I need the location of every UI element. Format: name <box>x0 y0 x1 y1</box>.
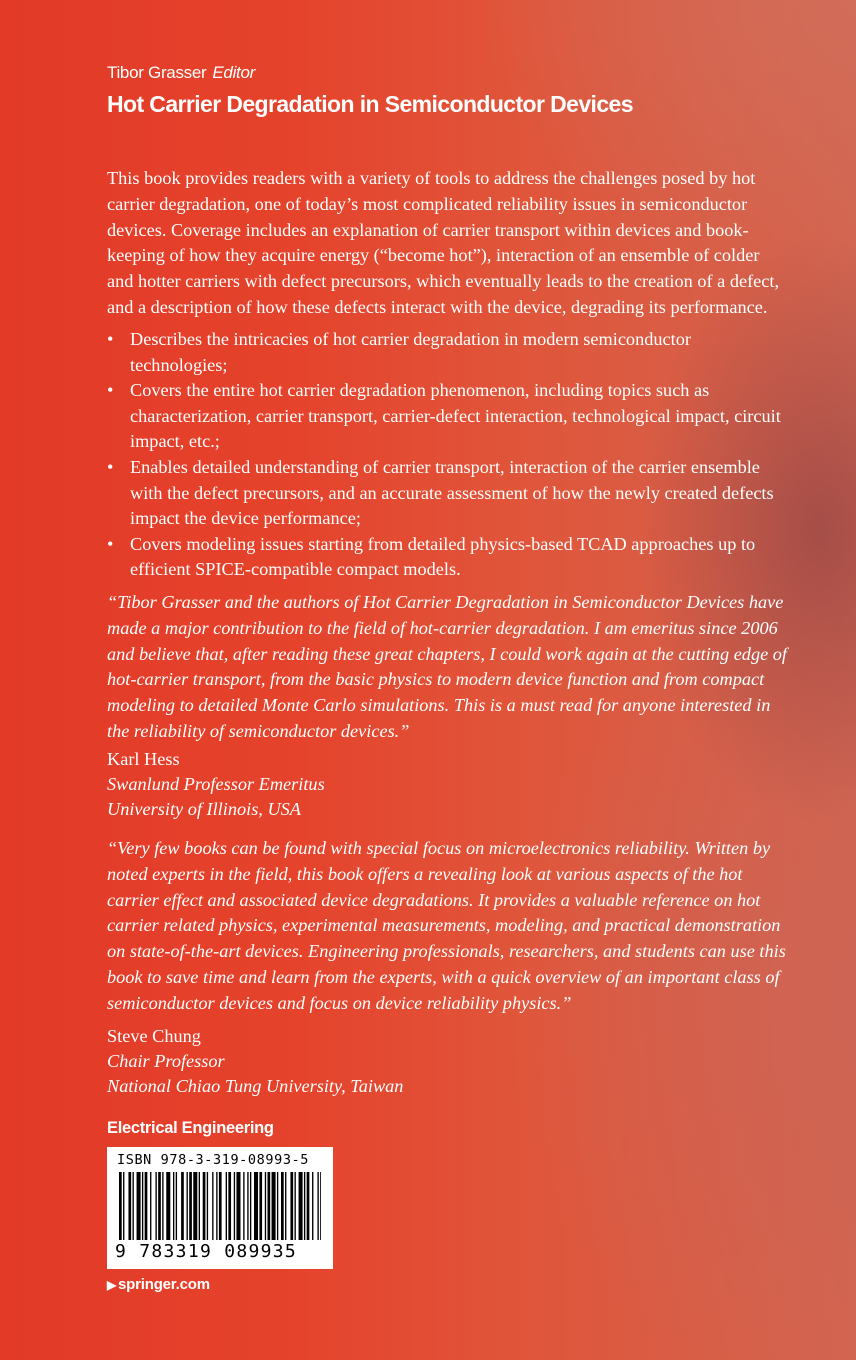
feature-item: • Enables detailed understanding of carrier transport, interaction of the carrier ensemble with the defect precursors, and an accurate assessment of how the newly created defects impact the device performance; <box>107 456 774 529</box>
barcode-bar <box>216 1172 217 1240</box>
barcode-bar <box>285 1172 286 1240</box>
feature-item: • Covers modeling issues starting from detailed physics-based TCAD approaches up to efficient SPICE-compatible compact models. <box>107 533 756 580</box>
barcode-bar <box>226 1172 227 1240</box>
barcode-bar <box>317 1172 318 1240</box>
feature-item: • Covers the entire hot carrier degradation phenomenon, including topics such as characterization, carrier transport, carrier-defect interaction, technological impact, circuit impact, etc.; <box>107 380 781 452</box>
testimonial-attribution <box>107 747 325 823</box>
reviewer-role: Swanlund Professor Emeritus <box>107 774 325 795</box>
barcode-bar <box>155 1172 156 1240</box>
subject-category: Electrical Engineering <box>107 1119 274 1137</box>
barcode-bar <box>234 1172 235 1240</box>
reviewer-role: Chair Professor <box>107 1051 225 1072</box>
barcode-bar <box>312 1172 313 1240</box>
publisher-website[interactable] <box>107 1276 210 1293</box>
website-label: springer.com <box>118 1276 210 1293</box>
book-title: Hot Carrier Degradation in Semiconductor Devices <box>107 91 633 117</box>
barcode-bar <box>158 1172 161 1240</box>
barcode-bar <box>320 1172 321 1240</box>
barcode-bar <box>166 1172 170 1240</box>
bullet-icon: • <box>107 456 114 477</box>
testimonial-quote: “Tibor Grasser and the authors of Hot Carrier Degradation in Semiconductor Devices have made a major contribution to the field of hot-carrier degradation. I am emeritus since 2006 and believe that, after reading these great chapters, I could work again at the cutting edge of hot-carrier transport, from the basic physics to modern device function and from compact modeling to detailed Monte Carlo simulations. This is a must read for anyone interested in the reliability of semiconductor devices.” <box>107 592 787 741</box>
barcode-bar <box>212 1172 213 1240</box>
editor-line <box>107 63 255 83</box>
editor-role: Editor <box>212 63 255 82</box>
barcode-bar <box>142 1172 143 1240</box>
barcode-bar <box>290 1172 293 1240</box>
barcode-digits: 9 783319 089935 <box>115 1241 298 1262</box>
barcode-bar <box>307 1172 310 1240</box>
bullet-icon: • <box>107 533 114 554</box>
barcode-bar <box>265 1172 266 1240</box>
editor-name: Tibor Grasser <box>107 63 207 82</box>
barcode-bar <box>228 1172 231 1240</box>
barcode-bar <box>250 1172 251 1240</box>
barcode-bar <box>176 1172 177 1240</box>
barcode-bar <box>281 1172 284 1240</box>
barcode-bar <box>236 1172 240 1240</box>
barcode-bar <box>247 1172 248 1240</box>
feature-item: • Describes the intricacies of hot carrier degradation in modern semiconductor technologies; <box>107 329 691 375</box>
barcode-bar <box>181 1172 184 1240</box>
testimonial-quote: “Very few books can be found with special focus on microelectronics reliability. Written by noted experts in the field, this book offers a revealing look at various aspects of the hot carrier effect and associated device degradations. It provides a valuable reference on hot carrier related physics, experimental measurements, modeling, and practical demonstration on state-of-the-art devices. Engineering professionals, researchers, and students can use this book to save time and learn from the experts, with a quick overview of an important class of semiconductor devices and focus on device reliability physics.” <box>107 838 786 1013</box>
barcode-bar <box>243 1172 244 1240</box>
reviewer-name: Karl Hess <box>107 749 180 769</box>
reviewer-institution: National Chiao Tung University, Taiwan <box>107 1076 404 1097</box>
reviewer-name: Steve Chung <box>107 1026 201 1046</box>
barcode-bar <box>193 1172 197 1240</box>
bullet-icon: • <box>107 329 114 349</box>
barcode-bar <box>162 1172 163 1240</box>
barcode-bar <box>150 1172 151 1240</box>
isbn-barcode <box>107 1147 333 1269</box>
isbn-label: ISBN 978-3-319-08993-5 <box>117 1152 310 1168</box>
barcode-bar <box>219 1172 222 1240</box>
barcode-bar <box>145 1172 148 1240</box>
barcode-bar <box>128 1172 131 1240</box>
barcode-bar <box>254 1172 258 1240</box>
barcode-bar <box>207 1172 208 1240</box>
barcode-bar <box>199 1172 200 1240</box>
barcode-bar <box>173 1172 174 1240</box>
barcode-bar <box>187 1172 188 1240</box>
arrow-right-icon: ▶ <box>107 1278 117 1292</box>
barcode-bar <box>123 1172 124 1240</box>
testimonial-attribution <box>107 1024 403 1100</box>
barcode-bar <box>295 1172 296 1240</box>
barcode-bar <box>119 1172 122 1240</box>
bullet-icon: • <box>107 380 114 401</box>
barcode-bar <box>299 1172 303 1240</box>
reviewer-institution: University of Illinois, USA <box>107 799 301 820</box>
barcode-bar <box>259 1172 262 1240</box>
barcode-bar <box>133 1172 134 1240</box>
barcode-bar <box>277 1172 278 1240</box>
barcode-bar <box>137 1172 141 1240</box>
barcode-bar <box>268 1172 271 1240</box>
barcode-bar <box>272 1172 276 1240</box>
barcode-bar <box>189 1172 192 1240</box>
barcode-bar <box>304 1172 305 1240</box>
book-description: This book provides readers with a variety of tools to address the challenges posed by hot carrier degradation, one of today’s most complicated reliability issues in semiconductor devices. Coverage includes an explanation of carrier transport within devices and book-keeping of how they acquire energy (“become hot”), interaction of an ensemble of colder and hotter carriers with defect precursors, which eventually leads to the creation of a defect, and a description of how these defects interact with the device, degrading its performance. <box>107 168 780 317</box>
feature-list <box>107 327 787 583</box>
barcode-bars <box>119 1172 321 1240</box>
barcode-bar <box>203 1172 206 1240</box>
